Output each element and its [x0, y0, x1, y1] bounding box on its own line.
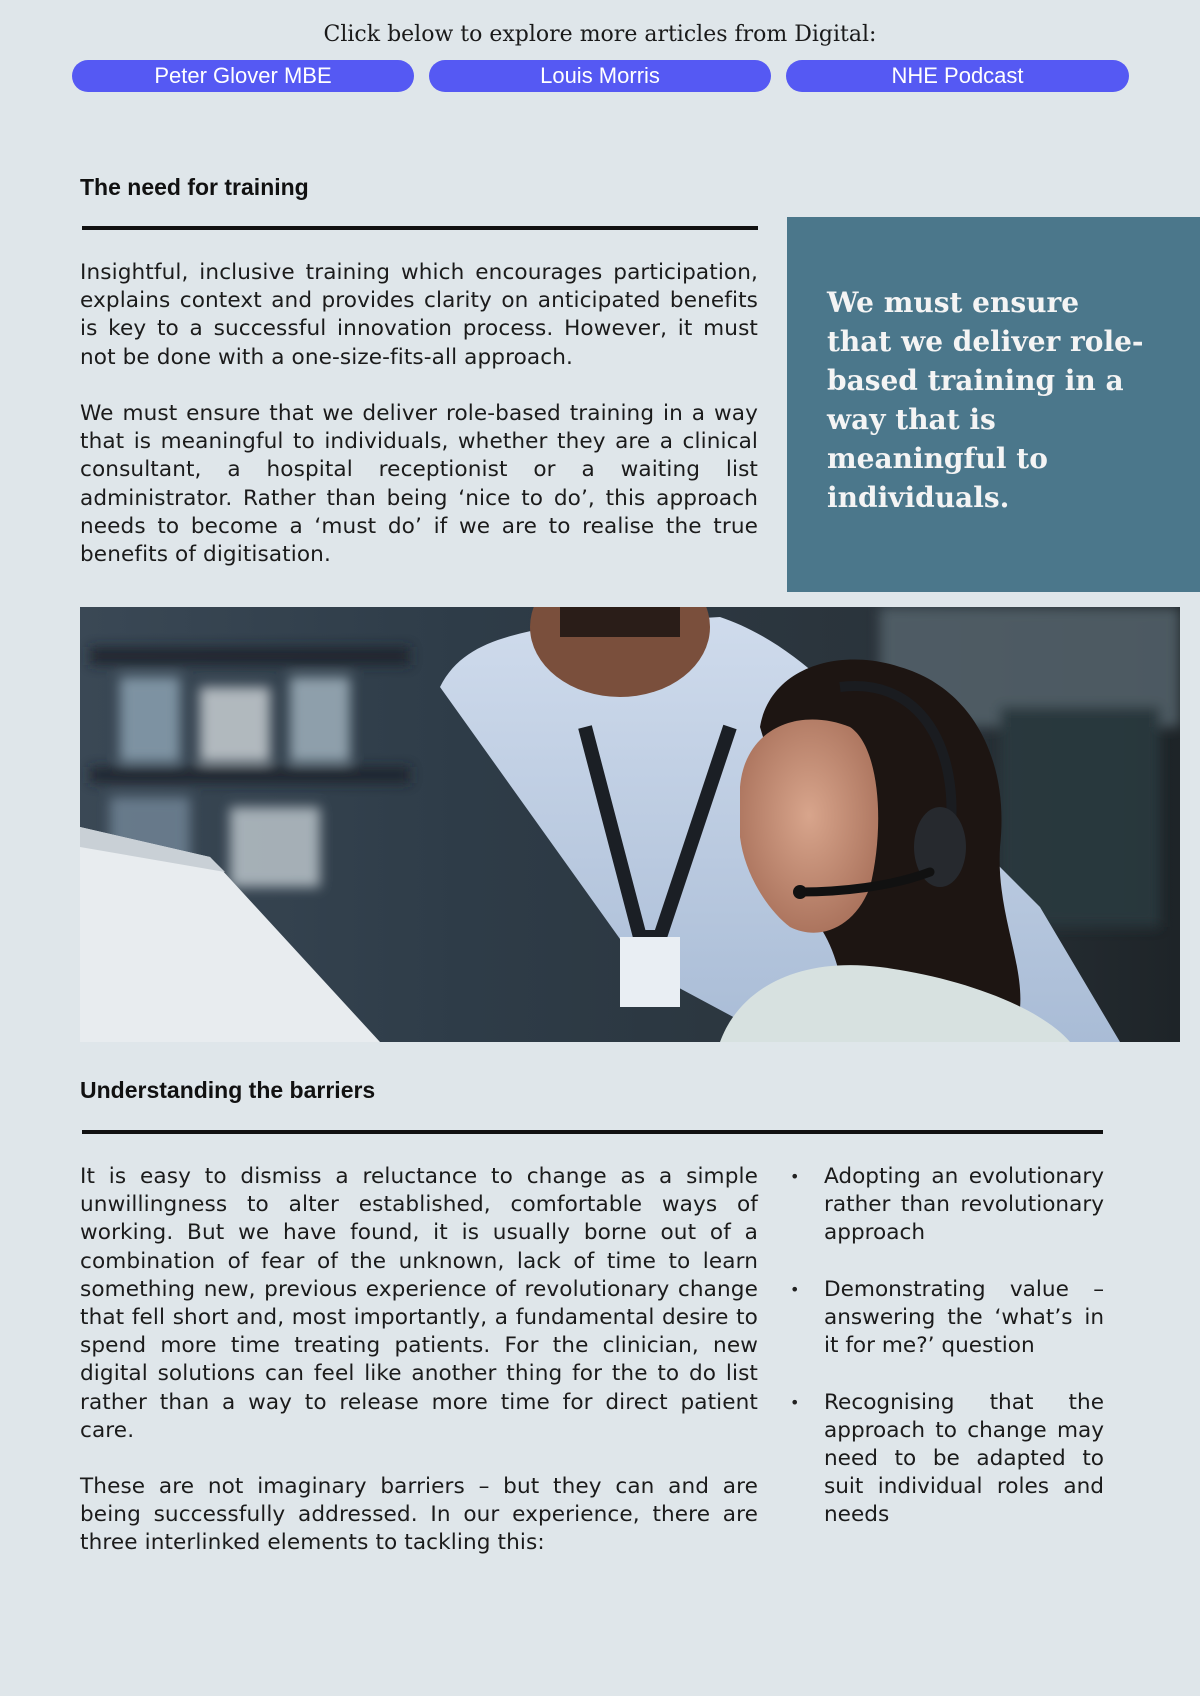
article-button-louis-morris[interactable]: Louis Morris: [429, 60, 771, 92]
article-photo: [80, 607, 1180, 1042]
article-button-peter-glover[interactable]: Peter Glover MBE: [72, 60, 414, 92]
list-item: [786, 1389, 1104, 1530]
call-centre-photo-illustration: [80, 607, 1180, 1042]
section-divider: [82, 226, 758, 230]
section-heading-training: The need for training: [80, 174, 309, 200]
explore-more-text: Click below to explore more articles from Digital:: [323, 22, 877, 47]
bullet-icon: •: [790, 1167, 800, 1186]
section-heading-barriers: Understanding the barriers: [80, 1077, 376, 1103]
body-paragraph: Insightful, inclusive training which encourages participation, explains context and provides clarity on anticipated benefits is key to a successful innovation process. However, it must not be done with a one-size-fits-all approach.: [80, 260, 758, 370]
pull-quote-box: [787, 217, 1200, 592]
body-paragraph: We must ensure that we deliver role-based training in a way that is meaningful to individuals, whether they are a clinical consultant, a hospital receptionist or a waiting list administrator. Rather than being ‘nice to do’, this approach needs to become a ‘must do’ if we are to realise the true benefits of digitisation.: [80, 401, 758, 568]
list-item: [786, 1163, 1104, 1248]
list-item-text: Demonstrating value – answering the ‘what’s in it for me?’ question: [824, 1276, 1104, 1359]
barrier-elements-list: [786, 1163, 1104, 1558]
article-button-nhe-podcast[interactable]: NHE Podcast: [786, 60, 1129, 92]
bullet-icon: •: [790, 1279, 800, 1299]
list-item-text: Recognising that the approach to change may need to be adapted to suit individual roles and needs: [824, 1389, 1104, 1528]
body-paragraph: These are not imaginary barriers – but they can and are being successfully addressed. In our experience, there are three interlinked elements to tackling this:: [80, 1474, 758, 1556]
pull-quote-text: We must ensure that we deliver role-based training in a way that is meaningful to individuals.: [827, 286, 1144, 514]
list-item: [786, 1276, 1104, 1361]
body-paragraph: It is easy to dismiss a reluctance to change as a simple unwillingness to alter established, comfortable ways of working. But we have found, it is usually borne out of a combination of fear of the unknown, lack of time to learn something new, previous experience of revolutionary change that fell short and, most importantly, a fundamental desire to spend more time treating patients. For the clinician, new digital solutions can feel like another thing for the to do list rather than a way to release more time for direct patient care.: [80, 1164, 758, 1443]
bullet-icon: •: [790, 1392, 800, 1412]
list-item-text: Adopting an evolutionary rather than revolutionary approach: [824, 1164, 1104, 1246]
section-divider: [82, 1130, 1103, 1134]
